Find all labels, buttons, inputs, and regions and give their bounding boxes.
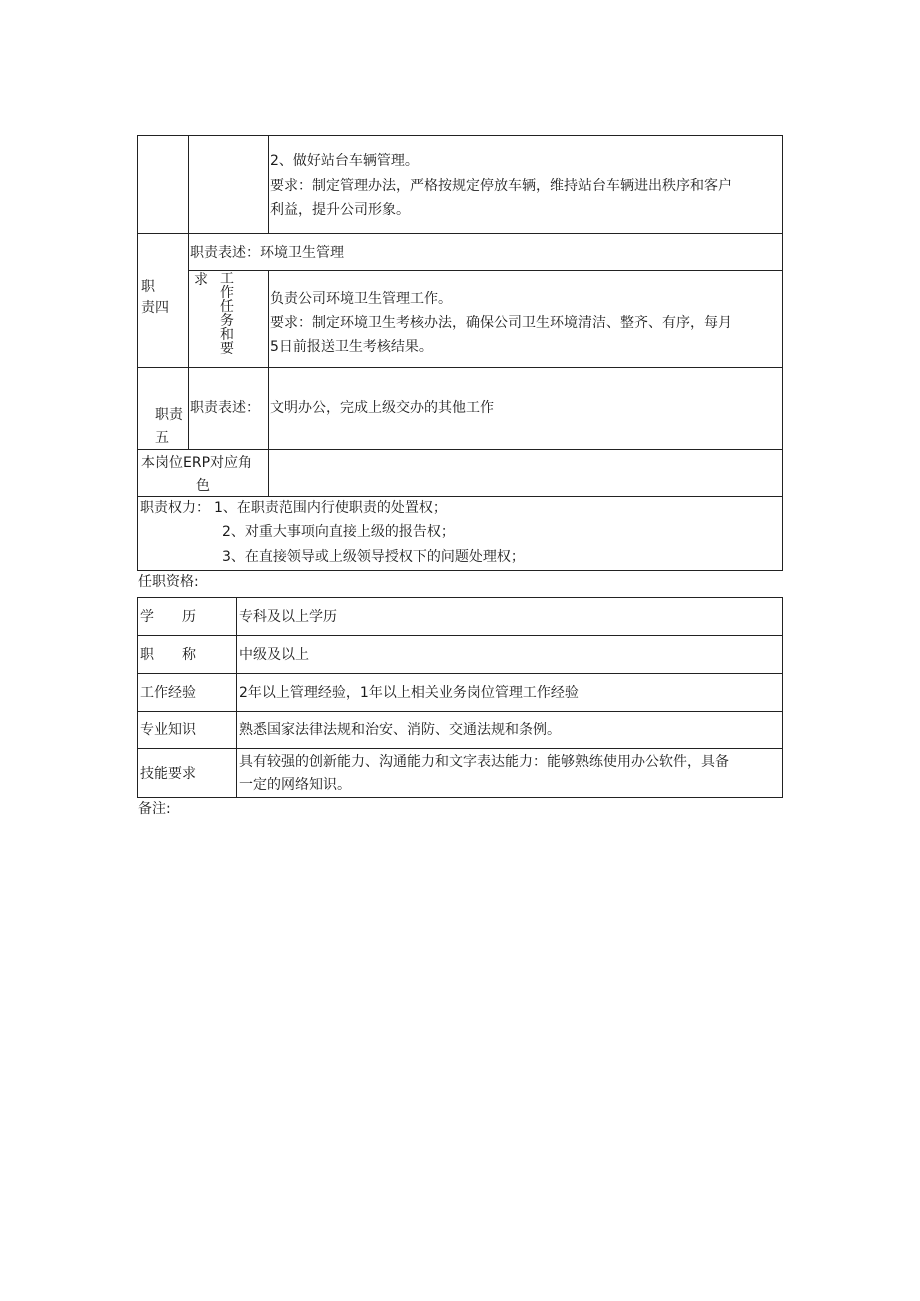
duty-four-content: 要求：制定环境卫生考核办法，确保公司卫生环境清洁、整齐、有序，每月: [270, 315, 732, 331]
qualification-value: 2年以上管理经验，1年以上相关业务岗位管理工作经验: [239, 685, 579, 701]
qualification-label: 学 历: [140, 609, 196, 625]
duty-four-label: 职: [141, 279, 155, 295]
qualifications-title: 任职资格:: [138, 574, 199, 590]
authority-label: 职责权力：: [140, 500, 210, 516]
erp-role-label: 本岗位ERP对应角: [141, 455, 253, 471]
authority-item: 2、对重大事项向直接上级的报告权；: [222, 524, 455, 540]
authority-item: 3、在直接领导或上级领导授权下的问题处理权；: [222, 549, 525, 565]
tasks-requirements-label: 工作任务和要: [220, 271, 234, 357]
qualification-value: 具有较强的创新能力、沟通能力和文字表达能力：能够熟练使用办公软件，具备: [239, 754, 729, 770]
statement-value: 文明办公，完成上级交办的其他工作: [270, 400, 494, 416]
sub-label-top: 求: [194, 272, 208, 288]
statement-label: 职责表述：: [190, 400, 260, 416]
qualification-label: 技能要求: [140, 766, 196, 782]
authority-item: 1、在职责范围内行使职责的处置权；: [214, 500, 447, 516]
qualification-value: 熟悉国家法律法规和治安、消防、交通法规和条例。: [239, 722, 561, 738]
qualification-label: 专业知识: [140, 722, 196, 738]
qualification-value: 一定的网络知识。: [239, 777, 351, 793]
task-line: 2、做好站台车辆管理。: [270, 153, 419, 169]
statement-value: 环境卫生管理: [260, 245, 344, 261]
qualification-value: 中级及以上: [239, 647, 309, 663]
duty-five-label: 五: [155, 430, 169, 446]
notes-label: 备注:: [138, 801, 171, 817]
requirement-line: 要求：制定管理办法，严格按规定停放车辆，维持站台车辆进出秩序和客户: [270, 178, 732, 194]
duty-four-label: 责四: [141, 300, 169, 316]
requirement-line: 利益，提升公司形象。: [270, 202, 410, 218]
qualification-label: 职 称: [140, 647, 196, 663]
duty-five-label: 职责: [155, 407, 183, 423]
statement-label: 职责表述：: [190, 245, 260, 261]
duty-four-content: 5日前报送卫生考核结果。: [270, 339, 433, 355]
qualification-label: 工作经验: [140, 685, 196, 701]
erp-role-label: 色: [196, 478, 210, 494]
qualification-value: 专科及以上学历: [239, 609, 337, 625]
duty-four-content: 负责公司环境卫生管理工作。: [270, 291, 452, 307]
